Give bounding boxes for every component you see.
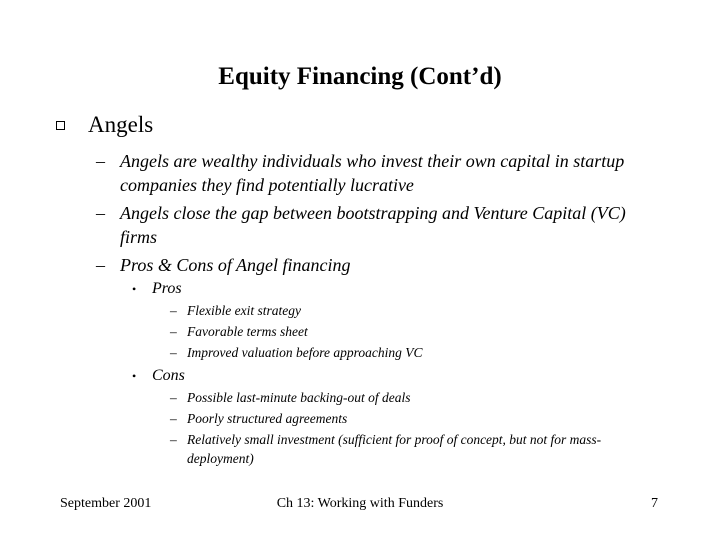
pros-item-text: Flexible exit strategy: [187, 303, 301, 318]
point-text: Pros & Cons of Angel financing: [120, 255, 351, 275]
cons-item-text: Relatively small investment (sufficient for proof of concept, but not for mass-deployment): [187, 432, 602, 466]
cons-label-item: [132, 366, 185, 386]
footer-page-number: 7: [651, 496, 658, 511]
point-gap: [96, 201, 656, 249]
dash-icon: –: [170, 345, 177, 360]
pros-item: [170, 343, 650, 362]
slide-title: Equity Financing (Cont’d): [218, 63, 502, 90]
pros-label-item: [132, 279, 182, 299]
cons-item-text: Poorly structured agreements: [187, 411, 348, 426]
point-definition: [96, 149, 656, 197]
pros-label: Pros: [152, 280, 182, 297]
bullet-dot-icon: •: [132, 369, 137, 383]
dash-icon: –: [170, 432, 177, 447]
dash-icon: –: [96, 203, 105, 223]
dash-icon: –: [170, 324, 177, 339]
cons-item-text: Possible last-minute backing-out of deals: [187, 390, 411, 405]
dash-icon: –: [96, 255, 105, 275]
cons-item: [170, 430, 650, 468]
point-text: Angels are wealthy individuals who invest their own capital in startup companies they find potentially lucrative: [120, 151, 625, 195]
square-bullet-icon: [56, 121, 65, 130]
dash-icon: –: [170, 303, 177, 318]
dash-icon: –: [170, 411, 177, 426]
footer-chapter: Ch 13: Working with Funders: [276, 496, 444, 511]
cons-item: [170, 388, 650, 407]
dash-icon: –: [170, 390, 177, 405]
pros-item: [170, 301, 650, 320]
pros-item-text: Improved valuation before approaching VC: [187, 345, 423, 360]
pros-item-text: Favorable terms sheet: [187, 324, 308, 339]
cons-item: [170, 409, 650, 428]
point-text: Angels close the gap between bootstrapping and Venture Capital (VC) firms: [120, 203, 626, 247]
dash-icon: –: [96, 151, 105, 171]
point-pros-cons: [96, 253, 656, 277]
heading-angels: Angels: [88, 112, 154, 137]
pros-item: [170, 322, 650, 341]
bullet-dot-icon: •: [132, 282, 137, 296]
cons-label: Cons: [152, 367, 185, 384]
footer-date: September 2001: [60, 496, 152, 511]
